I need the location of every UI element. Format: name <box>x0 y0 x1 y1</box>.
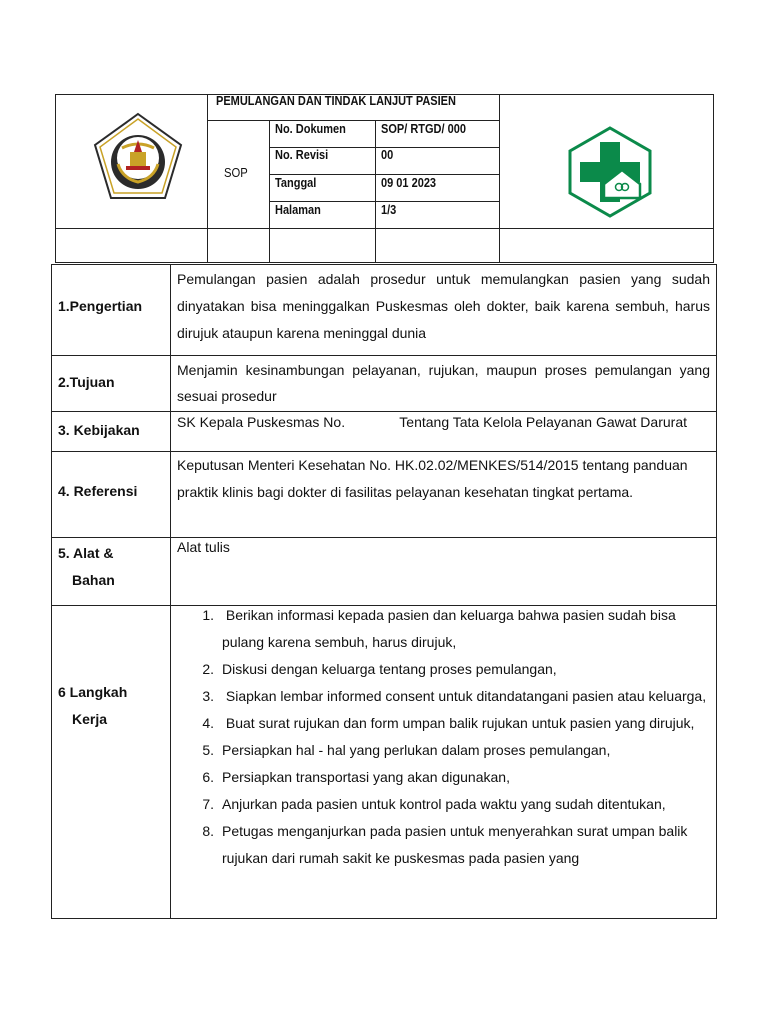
alat-label-line1: 5. Alat & <box>58 545 114 561</box>
step-text: Persiapkan hal - hal yang perlukan dalam proses pemulangan, <box>222 742 611 758</box>
step-text: Buat surat rujukan dan form umpan balik rujukan untuk pasien yang dirujuk, <box>222 715 695 731</box>
alat-text: Alat tulis <box>177 539 230 555</box>
langkah-label-line1: 6 Langkah <box>58 684 128 700</box>
tujuan-label: 2.Tujuan <box>58 374 115 390</box>
step-text: Persiapkan transportasi yang akan digunakan, <box>222 769 510 785</box>
page-key: Halaman <box>275 203 321 217</box>
puskesmas-cross-logo-icon <box>564 126 656 218</box>
step-number: 7. <box>202 796 214 812</box>
doc-number-key: No. Dokumen <box>275 122 346 136</box>
list-item <box>174 683 708 710</box>
pengertian-label: 1.Pengertian <box>58 298 143 314</box>
step-text: Petugas menganjurkan pada pasien untuk menyerahkan surat umpan balik rujukan dari rumah sakit ke puskesmas pada pasien yang <box>222 823 688 866</box>
date-key: Tanggal <box>275 176 317 190</box>
step-text: Diskusi dengan keluarga tentang proses pemulangan, <box>222 661 557 677</box>
doc-number-value: SOP/ RTGD/ 000 <box>381 122 466 136</box>
kebijakan-label: 3. Kebijakan <box>58 422 140 438</box>
step-number: 6. <box>202 769 214 785</box>
step-number: 2. <box>202 661 214 677</box>
list-item <box>174 791 708 818</box>
kebijakan-text: SK Kepala Puskesmas No. Tentang Tata Kelola Pelayanan Gawat Darurat <box>177 414 687 430</box>
langkah-steps <box>174 602 708 872</box>
list-item <box>174 710 708 737</box>
list-item <box>174 764 708 791</box>
step-number: 8. <box>202 823 214 839</box>
step-text: Siapkan lembar informed consent untuk ditandatangani pasien atau keluarga, <box>222 688 707 704</box>
list-item <box>174 602 708 656</box>
referensi-text: Keputusan Menteri Kesehatan No. HK.02.02/MENKES/514/2015 tentang panduan praktik klinis bagi dokter di fasilitas pelayanan kesehatan tingkat pertama. <box>177 457 688 500</box>
langkah-label-line2: Kerja <box>72 711 108 727</box>
revision-value: 00 <box>381 148 394 162</box>
document-title: PEMULANGAN DAN TINDAK LANJUT PASIEN <box>216 94 456 108</box>
step-text: Berikan informasi kepada pasien dan keluarga bahwa pasien sudah bisa pulang karena sembuh, harus dirujuk, <box>222 607 680 650</box>
step-text: Anjurkan pada pasien untuk kontrol pada waktu yang sudah ditentukan, <box>222 796 666 812</box>
page-value: 1/3 <box>381 203 397 217</box>
list-item <box>174 737 708 764</box>
tujuan-text: Menjamin kesinambungan pelayanan, rujukan, maupun proses pemulangan yang sesuai prosedur <box>177 362 710 404</box>
regional-government-seal-icon <box>92 112 184 204</box>
referensi-label: 4. Referensi <box>58 483 138 499</box>
alat-label-line2: Bahan <box>72 572 115 588</box>
step-number: 1. <box>202 607 214 623</box>
pengertian-text: Pemulangan pasien adalah prosedur untuk memulangkan pasien yang sudah dinyatakan bisa meninggalkan Puskesmas oleh dokter, baik karena sembuh, harus dirujuk ataupun karena meninggal dunia <box>177 271 710 341</box>
list-item <box>174 656 708 683</box>
step-number: 4. <box>202 715 214 731</box>
list-item <box>174 818 708 872</box>
revision-key: No. Revisi <box>275 148 329 162</box>
step-number: 3. <box>202 688 214 704</box>
step-number: 5. <box>202 742 214 758</box>
sop-label: SOP <box>224 166 248 180</box>
date-value: 09 01 2023 <box>381 176 437 190</box>
